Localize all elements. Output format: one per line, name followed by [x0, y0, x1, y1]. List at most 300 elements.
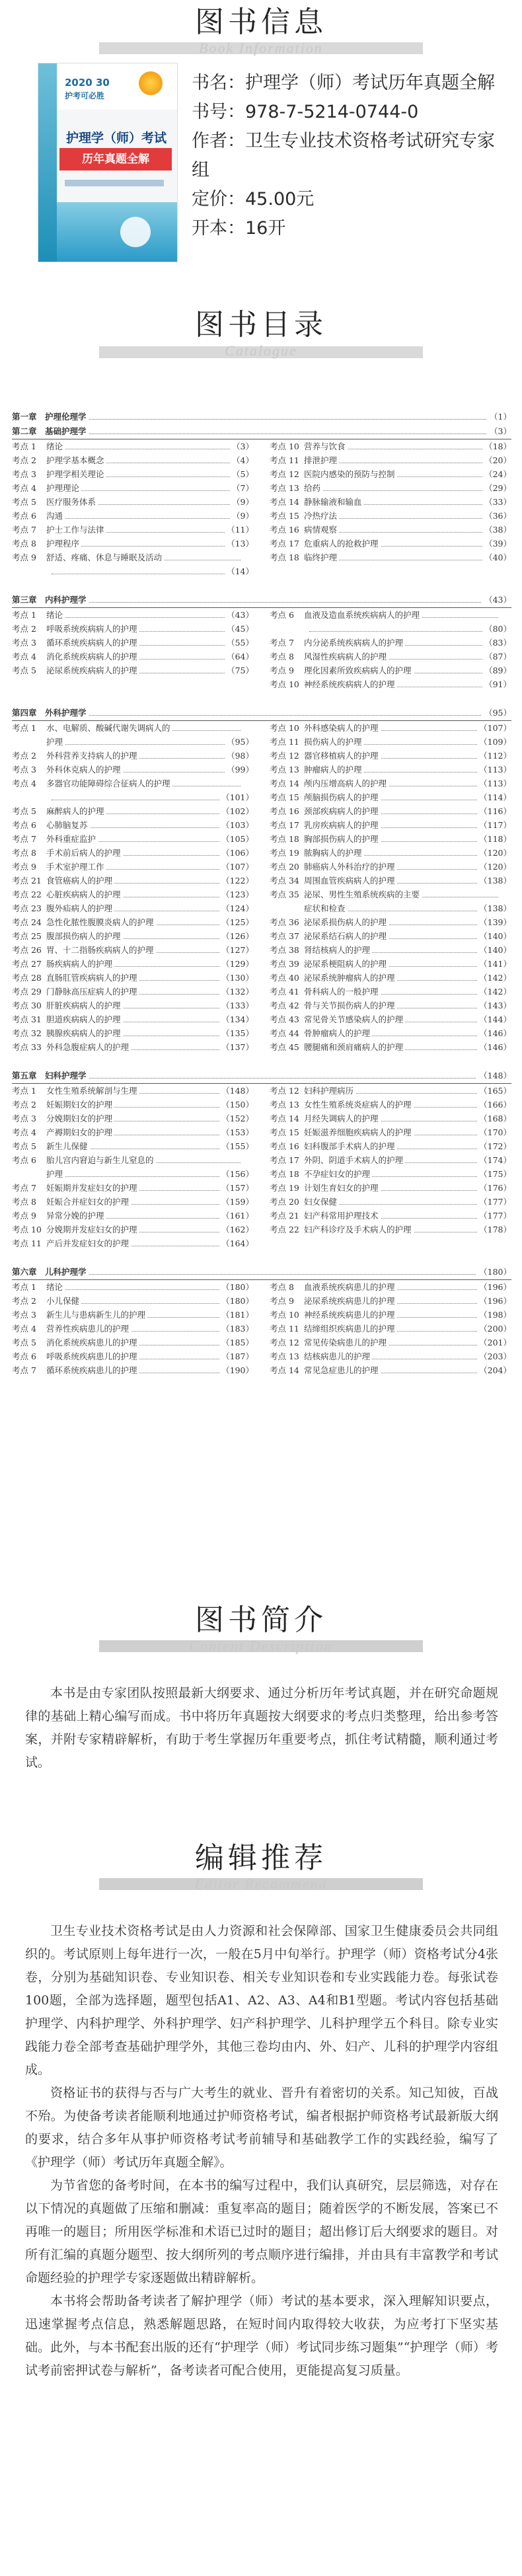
toc-item	[270, 888, 511, 901]
toc-item-title: 颈部疾病病人的护理	[304, 804, 381, 818]
toc-item	[270, 1195, 511, 1209]
toc-item-page: （91）	[482, 677, 511, 691]
toc-item	[12, 439, 254, 453]
toc-item	[270, 608, 511, 622]
toc-item-page: （127）	[219, 943, 254, 957]
toc-item	[270, 1084, 511, 1098]
toc-item	[12, 929, 254, 943]
toc-item-title: 月经失调病人的护理	[304, 1112, 381, 1125]
toc-item	[12, 1294, 254, 1308]
toc-item-number: 考点 5	[12, 665, 36, 675]
toc-item	[12, 943, 254, 957]
toc-item	[12, 1280, 254, 1294]
toc-item	[12, 1125, 254, 1139]
toc-item	[270, 832, 511, 846]
toc-item	[270, 929, 511, 943]
toc-item	[270, 1336, 511, 1349]
toc-chapter-title: 第三章 内科护理学	[12, 595, 89, 605]
toc-item-page: （80）	[482, 622, 511, 636]
toc-item-number: 考点 12	[270, 1338, 299, 1347]
toc-item-number: 考点 21	[270, 1211, 299, 1221]
toc-item-page: （183）	[219, 1322, 254, 1336]
toc-column-right	[270, 1280, 511, 1377]
toc-item-page: （123）	[219, 888, 254, 901]
toc-item-title: 急性化脓性腹膜炎病人的护理	[46, 915, 156, 929]
toc-item-title: 泌尿系结石病人的护理	[304, 929, 389, 943]
toc-chapter	[12, 593, 511, 607]
toc-item-number: 考点 17	[270, 820, 299, 830]
toc-item	[12, 1012, 254, 1026]
toc-item	[12, 804, 254, 818]
toc-item-title: 泌尿、男性生殖系统疾病的主要	[304, 888, 422, 901]
toc-item	[270, 1139, 511, 1153]
toc-item-number: 考点 3	[12, 1310, 36, 1320]
toc-item-number: 考点 14	[270, 1365, 299, 1375]
toc-item-number: 考点 41	[270, 987, 299, 997]
toc-chapter-page: （1）	[487, 410, 511, 424]
toc-item-title: 护理学基本概念	[46, 453, 106, 467]
toc-item-page: （55）	[225, 636, 254, 650]
toc-item-title: 绪论	[46, 608, 65, 622]
toc-item-page: （132）	[219, 985, 254, 999]
toc-chapter	[12, 706, 511, 720]
toc-item-page: （29）	[482, 481, 511, 495]
toc-item-title: 护理程序	[46, 537, 81, 550]
toc-item	[270, 915, 511, 929]
toc-item-title: 泌尿系统疾病病人的护理	[46, 663, 139, 677]
toc-item-number: 考点 24	[12, 917, 42, 927]
toc-item-number: 考点 36	[270, 917, 299, 927]
toc-item	[12, 957, 254, 971]
cover-subtitle: 历年真题全解	[59, 148, 172, 170]
toc-column-left	[12, 608, 254, 691]
toc-item-title: 肠疾病病人的护理	[46, 957, 114, 971]
toc-item	[12, 1040, 254, 1054]
toc-item-page: （165）	[477, 1084, 511, 1098]
cover-title: 护理学（师）考试	[66, 131, 167, 145]
toc-item-title: 呼吸系统疾病患儿的护理	[46, 1349, 139, 1363]
toc-item-number: 考点 9	[12, 552, 36, 562]
toc-item	[270, 999, 511, 1012]
toc-item-title: 护理理论	[46, 481, 81, 495]
toc-item	[270, 1363, 511, 1377]
toc-item-page: （120）	[477, 846, 511, 860]
toc-item-number: 考点 6	[12, 1351, 36, 1361]
toc-item	[12, 1349, 254, 1363]
toc-item-title: 手术前后病人的护理	[46, 846, 123, 860]
toc-item-number: 考点 8	[12, 539, 36, 549]
toc-item-title: 神经系统疾病病人的护理	[304, 677, 397, 691]
toc-item	[12, 1167, 254, 1181]
toc-item-number: 考点 5	[12, 1338, 36, 1347]
toc-item-number: 考点 8	[12, 1197, 36, 1207]
toc-item-title: 妊娠期妇女的护理	[46, 1098, 114, 1112]
toc-item	[270, 957, 511, 971]
toc-item-title: 小儿保健	[46, 1294, 81, 1308]
toc-item	[12, 1112, 254, 1125]
toc-item-page: （75）	[225, 663, 254, 677]
toc-item-page: （103）	[219, 818, 254, 832]
toc-item-number: 考点 17	[270, 1155, 299, 1165]
toc-item	[12, 453, 254, 467]
recommend-text	[25, 1920, 498, 2382]
toc-item-title: 胸部损伤病人的护理	[304, 832, 381, 846]
toc-item-number: 考点 15	[270, 1127, 299, 1137]
toc-item-title: 绪论	[46, 1280, 65, 1294]
toc-item	[270, 1125, 511, 1139]
toc-item-page: （196）	[477, 1294, 511, 1308]
toc-item-page: （130）	[219, 971, 254, 985]
toc-item-page: （89）	[482, 663, 511, 677]
toc-item-page: （155）	[219, 1139, 254, 1153]
toc-item-page: （18）	[482, 439, 511, 453]
toc-item-number: 考点 40	[270, 973, 299, 983]
toc-item	[270, 1012, 511, 1026]
toc-item-title: 冷热疗法	[304, 509, 339, 523]
toc-item-page: （181）	[219, 1308, 254, 1322]
toc-item-page: （114）	[477, 790, 511, 804]
toc-item-title: 泌尿系统疾病患儿的护理	[304, 1294, 397, 1308]
toc-item-page: （204）	[477, 1363, 511, 1377]
toc-item-page: （153）	[219, 1125, 254, 1139]
toc-item-number: 考点 5	[12, 497, 36, 507]
toc-item-number: 考点 12	[270, 469, 299, 479]
toc-item	[12, 874, 254, 888]
toc-chapter	[12, 1069, 511, 1083]
toc-item-page: （133）	[219, 999, 254, 1012]
toc-item-page: （187）	[219, 1349, 254, 1363]
toc-item	[12, 999, 254, 1012]
toc-item-number: 考点 39	[270, 959, 299, 969]
toc-item-title: 分娩期妇女的护理	[46, 1112, 114, 1125]
toc-item-title: 泌尿系损伤病人的护理	[304, 915, 389, 929]
toc-item-number: 考点 15	[270, 511, 299, 521]
toc-item-title: 消化系统疾病患儿的护理	[46, 1336, 139, 1349]
toc-chapter-page: （148）	[476, 1069, 511, 1083]
toc-item-page: （116）	[477, 804, 511, 818]
toc-item	[12, 1336, 254, 1349]
toc-item	[270, 860, 511, 874]
toc-item-title: 结核病患儿的护理	[304, 1349, 372, 1363]
toc-item-number: 考点 5	[12, 1141, 36, 1151]
toc-item-number: 考点 10	[270, 723, 299, 733]
toc-item	[12, 1153, 254, 1167]
toc-item-title: 水、电解质、酸碱代谢失调病人的	[46, 721, 172, 735]
toc-column-right	[270, 439, 511, 578]
toc-item-number: 考点 10	[270, 1310, 299, 1320]
toc-item	[12, 818, 254, 832]
toc-item-number: 考点 16	[270, 1141, 299, 1151]
catalogue-heading-en: Catalogue	[225, 342, 297, 359]
toc-item-number: 考点 16	[270, 806, 299, 816]
toc-item	[12, 550, 254, 564]
toc-item-title: 损伤病人的护理	[304, 735, 364, 749]
toc-item-title: 脓胸病人的护理	[304, 846, 364, 860]
toc-item	[12, 790, 254, 804]
toc-item-title: 妇科护理病历	[304, 1084, 355, 1098]
toc-item-number: 考点 3	[12, 638, 36, 648]
toc-item-number: 考点 4	[12, 778, 36, 788]
cover-year: 2020 30	[65, 77, 110, 89]
recommend-heading	[0, 1841, 522, 1893]
toc-item-page: （164）	[219, 1236, 254, 1250]
toc-item	[270, 453, 511, 467]
toc-item-page: （102）	[219, 804, 254, 818]
toc-item-page: （33）	[482, 495, 511, 509]
toc-item-number: 考点 29	[12, 987, 42, 997]
toc-item	[12, 1363, 254, 1377]
toc-item	[270, 1098, 511, 1112]
toc-chapter-page: （43）	[482, 593, 511, 607]
toc-item-page: （45）	[225, 622, 254, 636]
toc-item-title: 肺癌病人外科治疗的护理	[304, 860, 397, 874]
toc-item-number: 考点 2	[12, 455, 36, 465]
toc-item	[270, 509, 511, 523]
toc-item-page: （178）	[477, 1223, 511, 1236]
toc-item-page: （150）	[219, 1098, 254, 1112]
toc-item-number: 考点 22	[270, 1225, 299, 1234]
toc-item-title: 心脏疾病病人的护理	[46, 888, 123, 901]
toc-item-page: （129）	[219, 957, 254, 971]
toc-item-page: （203）	[477, 1349, 511, 1363]
toc-item-page: （175）	[477, 1167, 511, 1181]
toc-item-number: 考点 11	[270, 455, 299, 465]
toc-item	[270, 777, 511, 790]
toc-item-title: 医疗服务体系	[46, 495, 98, 509]
toc-item-title: 结缔组织疾病患儿的护理	[304, 1322, 397, 1336]
toc-item	[12, 846, 254, 860]
toc-item-number: 考点 1	[12, 1282, 36, 1292]
toc-item-page: （143）	[477, 999, 511, 1012]
toc-item-number: 考点 21	[12, 876, 42, 886]
toc-item-page: （20）	[482, 453, 511, 467]
toc-item-page: （177）	[477, 1195, 511, 1209]
toc-item-title: 舒适、疼痛、休息与睡眠及活动	[46, 550, 164, 564]
toc-item	[270, 874, 511, 888]
toc-item-number: 考点 1	[12, 1086, 36, 1096]
toc-item	[12, 1322, 254, 1336]
toc-item	[12, 509, 254, 523]
toc-item-title	[46, 790, 48, 804]
toc-item-number: 考点 1	[12, 723, 36, 733]
toc-item-number: 考点 9	[270, 665, 294, 675]
toc-item-title: 心肺脑复苏	[46, 818, 90, 832]
toc-item-page: （152）	[219, 1112, 254, 1125]
toc-item-title: 异常分娩的护理	[46, 1209, 106, 1223]
toc-item-title: 直肠肛管疾病病人的护理	[46, 971, 139, 985]
book-format-line: 开本：16开	[192, 218, 286, 239]
toc-item-page: （140）	[477, 943, 511, 957]
toc-item-title: 外科急腹症病人的护理	[46, 1040, 131, 1054]
toc-item-number: 考点 31	[12, 1014, 42, 1024]
toc-item-number: 考点 12	[270, 1086, 299, 1096]
toc-column-right	[270, 721, 511, 1054]
toc-item-title: 消化系统疾病病人的护理	[46, 650, 139, 663]
toc-item-page: （9）	[230, 509, 254, 523]
toc-column-left	[12, 721, 254, 1054]
toc-item-page: （7）	[230, 481, 254, 495]
toc-item-number: 考点 11	[270, 1324, 299, 1334]
toc-item-page: （3）	[230, 439, 254, 453]
toc-item-number: 考点 17	[270, 539, 299, 549]
toc-item-page: （196）	[477, 1280, 511, 1294]
toc-chapter-title: 第一章 护理伦理学	[12, 412, 89, 422]
toc-item-title: 颅内压增高病人的护理	[304, 777, 389, 790]
toc-chapter-title: 第六章 儿科护理学	[12, 1267, 89, 1277]
toc-item	[12, 537, 254, 550]
toc-item-number: 考点 15	[270, 792, 299, 802]
toc-item	[12, 971, 254, 985]
toc-item	[270, 622, 511, 636]
toc-item-number: 考点 42	[270, 1001, 299, 1010]
toc-item-page: （107）	[219, 860, 254, 874]
toc-item-number: 考点 13	[270, 483, 299, 493]
toc-item-title: 症状和检查	[304, 901, 348, 915]
toc-item-title: 沟通	[46, 509, 65, 523]
description-text	[25, 1682, 498, 1774]
book-author-line: 作者：卫生专业技术资格考试研究专家组	[192, 131, 495, 180]
toc-item	[270, 721, 511, 735]
toc-item-title: 护理学相关理论	[46, 467, 106, 481]
toc-item-title: 妇女保健	[304, 1195, 339, 1209]
toc-item-title: 排泄护理	[304, 453, 339, 467]
toc-item-title: 食管癌病人的护理	[46, 874, 114, 888]
toc-chapter-page: （180）	[476, 1265, 511, 1279]
toc-item-title: 护理	[46, 735, 65, 749]
toc-item	[270, 1112, 511, 1125]
toc-item-number: 考点 3	[12, 1114, 36, 1123]
toc-item	[270, 790, 511, 804]
toc-item-number: 考点 30	[12, 1001, 42, 1010]
toc-item-title: 循环系统疾病患儿的护理	[46, 1363, 139, 1377]
toc-item	[12, 1026, 254, 1040]
recommend-paragraph: 卫生专业技术资格考试是由人力资源和社会保障部、国家卫生健康委员会共同组织的。考试原则上每年进行一次，一般在5月中旬举行。护理学（师）资格考试分4张卷，分别为基础知识卷、专业知识卷、相关专业知识卷和专业实践能力卷。每张试卷100题，全部为选择题，题型包括A1、A2、A3、A4和B1型题。考试内容包括基础护理学、内科护理学、外科护理学、妇产科护理学、儿科护理学五个科目。除专业实践能力卷全部考查基础护理学外，其他三卷均由内、外、妇产、儿科的护理学内容组成。	[25, 1924, 498, 2077]
toc-item	[12, 1084, 254, 1098]
description-paragraph: 本书是由专家团队按照最新大纲要求、通过分析历年考试真题，并在研究命题规律的基础上精心编写而成。书中将历年真题按大纲要求的考点归类整理，给出参考答案，并附专家精辟解析，有助于考生掌握历年重要考点，抓住考试精髓，顺利通过考试。	[25, 1686, 498, 1770]
toc-item	[270, 537, 511, 550]
toc-item-page: （98）	[225, 749, 254, 763]
toc-item	[270, 1308, 511, 1322]
toc-item	[270, 495, 511, 509]
toc-item-page: （106）	[219, 846, 254, 860]
toc-item	[270, 636, 511, 650]
toc-item-number: 考点 45	[270, 1042, 299, 1052]
toc-item	[270, 1294, 511, 1308]
toc-item	[270, 439, 511, 453]
toc-item	[12, 608, 254, 622]
toc-item-title: 外科休克病人的护理	[46, 763, 123, 777]
toc-item-page: （13）	[225, 537, 254, 550]
toc-item-number: 考点 35	[270, 890, 299, 899]
toc-item-title: 绪论	[46, 439, 65, 453]
toc-item-title: 常见骨关节感染病人的护理	[304, 1012, 405, 1026]
toc-item-title: 计划生育妇女的护理	[304, 1181, 381, 1195]
book-title-line: 书名：护理学（师）考试历年真题全解	[192, 73, 495, 93]
toc-item	[12, 985, 254, 999]
toc-item-number: 考点 10	[12, 1225, 42, 1234]
toc-item	[270, 1223, 511, 1236]
toc-item-number: 考点 20	[270, 1197, 299, 1207]
toc-item	[270, 901, 511, 915]
toc-item-page: （180）	[219, 1294, 254, 1308]
toc-item-page: （190）	[219, 1363, 254, 1377]
toc-item-page: （9）	[230, 495, 254, 509]
toc-item-title: 手术室护理工作	[46, 860, 106, 874]
toc-item	[12, 564, 254, 578]
toc-item	[270, 663, 511, 677]
toc-item-title: 常见传染病患儿的护理	[304, 1336, 389, 1349]
toc-item-title: 泌尿系梗阻病人的护理	[304, 957, 389, 971]
toc-item	[270, 677, 511, 691]
toc-item-number: 考点 9	[12, 1211, 36, 1221]
toc-item-number: 考点 3	[12, 765, 36, 775]
toc-item-page: （95）	[225, 735, 254, 749]
toc-item-page: （24）	[482, 467, 511, 481]
toc-item-title: 妊娠滋养细胞疾病病人的护理	[304, 1125, 414, 1139]
toc-item-title: 胰腺疾病病人的护理	[46, 1026, 123, 1040]
toc-item-number: 考点 7	[12, 1183, 36, 1193]
toc-item	[12, 663, 254, 677]
toc-item-number: 考点 8	[270, 1282, 294, 1292]
toc-item-title: 妇产科诊疗及手术病人的护理	[304, 1223, 414, 1236]
toc-item-page: （113）	[477, 763, 511, 777]
toc-item-title: 器官移植病人的护理	[304, 749, 381, 763]
toc-item-number: 考点 38	[270, 945, 299, 955]
book-info-details	[192, 69, 502, 243]
toc-columns	[12, 1280, 511, 1377]
toc-item-page: （142）	[477, 971, 511, 985]
toc-chapter-page: （3）	[487, 424, 511, 439]
toc-item-number: 考点 18	[270, 834, 299, 844]
toc-item-page: （140）	[477, 929, 511, 943]
toc-item-title: 营养性疾病患儿的护理	[46, 1322, 131, 1336]
toc-item-page: （166）	[477, 1098, 511, 1112]
toc-item-title: 周围血管疾病病人的护理	[304, 874, 397, 888]
toc-item-number: 考点 4	[12, 1324, 36, 1334]
toc-item-title: 骨肿瘤病人的护理	[304, 1026, 372, 1040]
toc-item-number: 考点 7	[12, 834, 36, 844]
toc-item	[12, 1098, 254, 1112]
toc-item-page: （141）	[477, 957, 511, 971]
toc-item	[270, 749, 511, 763]
toc-item-page: （64）	[225, 650, 254, 663]
toc-item	[270, 1153, 511, 1167]
toc-item-page: （87）	[482, 650, 511, 663]
toc-item-title: 门静脉高压症病人的护理	[46, 985, 139, 999]
toc-item-title: 骨科病人的一般护理	[304, 985, 381, 999]
toc-item-number: 考点 2	[12, 624, 36, 634]
description-heading	[0, 1603, 522, 1655]
toc-item-number: 考点 4	[12, 652, 36, 662]
toc-item-page: （4）	[230, 453, 254, 467]
recommend-paragraph: 本书将会帮助备考读者了解护理学（师）考试的基本要求，深入理解知识要点，迅速掌握考点信息，熟悉解题思路，在短时间内取得较大收获，为应考打下坚实基础。此外，与本书配套出版的还有“护理学（师）考试同步练习题集”“护理学（师）考试考前密押试卷与解析”，备考读者可配合使用，更能提高复习质量。	[25, 2294, 498, 2378]
toc-item-page: （134）	[219, 1012, 254, 1026]
toc-item	[270, 1181, 511, 1195]
toc-item	[12, 915, 254, 929]
toc-item	[270, 650, 511, 663]
toc-item-title: 危重病人的抢救护理	[304, 537, 381, 550]
toc-item-page: （105）	[219, 832, 254, 846]
toc-item-page: （118）	[477, 832, 511, 846]
toc-item-page: （168）	[477, 1112, 511, 1125]
toc-item-number: 考点 10	[270, 441, 299, 451]
toc-item-page: （43）	[225, 608, 254, 622]
toc-item-title: 风湿性疾病病人的护理	[304, 650, 389, 663]
toc-item-number: 考点 14	[270, 497, 299, 507]
toc-item-number: 考点 27	[12, 959, 42, 969]
toc-item-number: 考点 7	[12, 1365, 36, 1375]
toc-item-title: 肿瘤病人的护理	[304, 763, 364, 777]
